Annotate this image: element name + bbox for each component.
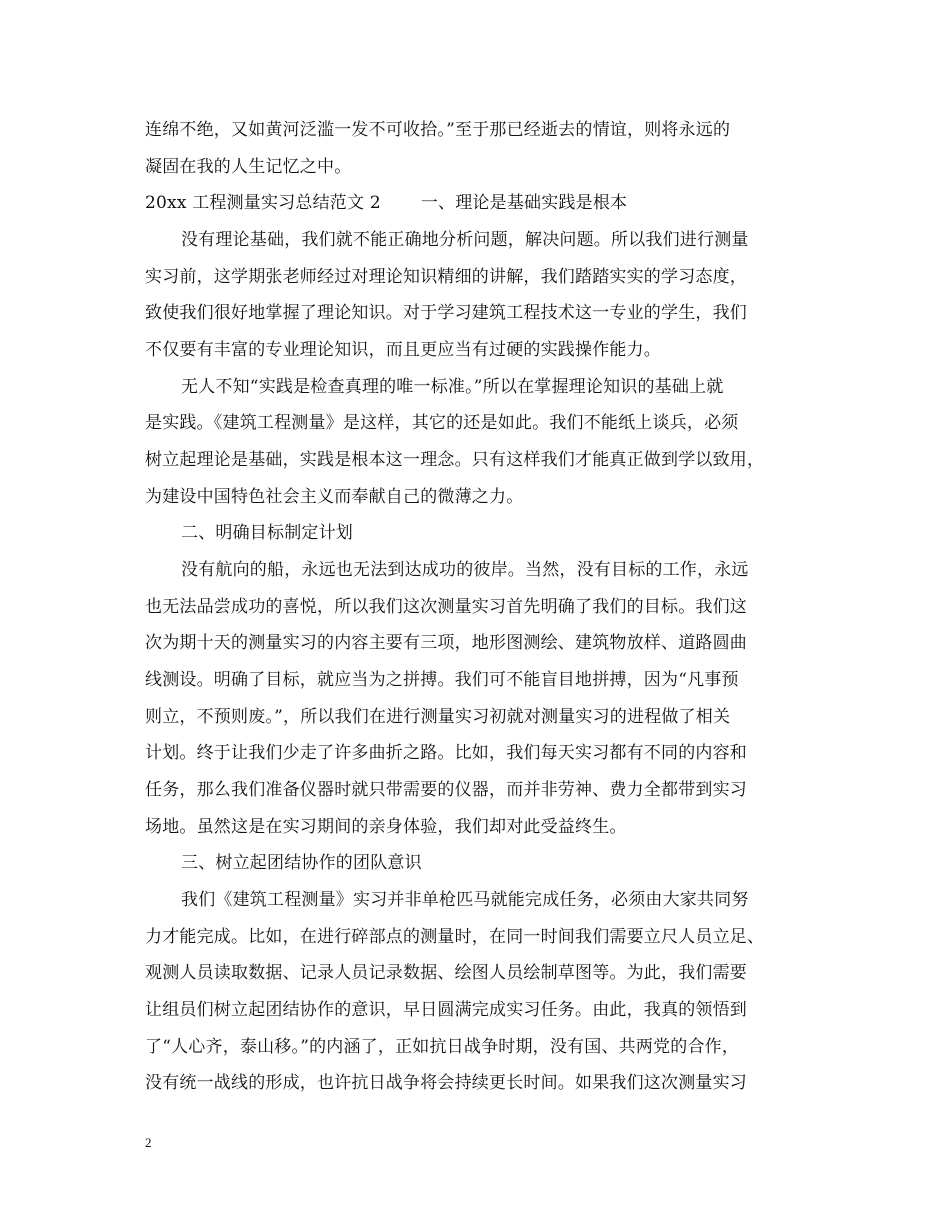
text-line: 是实践。《建筑工程测量》是这样，其它的还是如此。我们不能纸上谈兵，必须 <box>145 413 739 433</box>
text-line: 为建设中国特色社会主义而奉献自己的微薄之力。 <box>145 487 524 507</box>
text-line: 没有航向的船，永远也无法到达成功的彼岸。当然，没有目标的工作，永远 <box>181 560 749 580</box>
text-line: 我们《建筑工程测量》实习并非单枪匹马就能完成任务，必须由大家共同努 <box>181 890 749 910</box>
text-line: 计划。终于让我们少走了许多曲折之路。比如，我们每天实习都有不同的内容和 <box>145 743 747 763</box>
text-line: 没有统一战线的形成，也许抗日战争将会持续更长时间。如果我们这次测量实习 <box>145 1073 747 1093</box>
text-line: 任务，那么我们准备仪器时就只带需要的仪器，而并非劳神、费力全都带到实习 <box>145 780 747 800</box>
text-line: 没有理论基础，我们就不能正确地分析问题，解决问题。所以我们进行测量 <box>181 230 749 250</box>
text-line: 线测设。明确了目标，就应当为之拼搏。我们可不能盲目地拼搏，因为“凡事预 <box>145 670 739 690</box>
text-line: 无人不知“实践是检查真理的唯一标准。”所以在掌握理论知识的基础上就 <box>181 377 724 397</box>
section-heading-line: 20xx 工程测量实习总结范文 2 一、理论是基础实践是根本 <box>145 193 628 213</box>
text-line: 则立，不预则废。”，所以我们在进行测量实习初就对测量实习的进程做了相关 <box>145 707 731 727</box>
text-line: 连绵不绝，又如黄河泛滥一发不可收拾。”至于那已经逝去的情谊，则将永远的 <box>145 120 731 140</box>
text-line: 也无法品尝成功的喜悦，所以我们这次测量实习首先明确了我们的目标。我们这 <box>145 597 747 617</box>
section-heading: 二、明确目标制定计划 <box>181 523 353 543</box>
text-line: 树立起理论是基础，实践是根本这一理念。只有这样我们才能真正做到学以致用， <box>145 450 765 470</box>
text-line: 不仅要有丰富的专业理论知识，而且更应当有过硬的实践操作能力。 <box>145 340 661 360</box>
text-line: 力才能完成。比如，在进行碎部点的测量时，在同一时间我们需要立尺人员立足、 <box>145 927 765 947</box>
text-line: 了“人心齐，泰山移。”的内涵了，正如抗日战争时期，没有国、共两党的合作， <box>145 1037 740 1057</box>
text-line: 实习前，这学期张老师经过对理论知识精细的讲解，我们踏踏实实的学习态度， <box>145 267 747 287</box>
text-line: 观测人员读取数据、记录人员记录数据、绘图人员绘制草图等。为此，我们需要 <box>145 963 747 983</box>
text-line: 致使我们很好地掌握了理论知识。对于学习建筑工程技术这一专业的学生，我们 <box>145 303 747 323</box>
text-line: 场地。虽然这是在实习期间的亲身体验，我们却对此受益终生。 <box>145 817 627 837</box>
text-line: 次为期十天的测量实习的内容主要有三项，地形图测绘、建筑物放样、道路圆曲 <box>145 633 747 653</box>
section-heading: 三、树立起团结协作的团队意识 <box>181 853 422 873</box>
text-line: 凝固在我的人生记忆之中。 <box>145 157 352 177</box>
page-number: 2 <box>145 1135 152 1150</box>
text-line: 让组员们树立起团结协作的意识，早日圆满完成实习任务。由此，我真的领悟到 <box>145 1000 747 1020</box>
